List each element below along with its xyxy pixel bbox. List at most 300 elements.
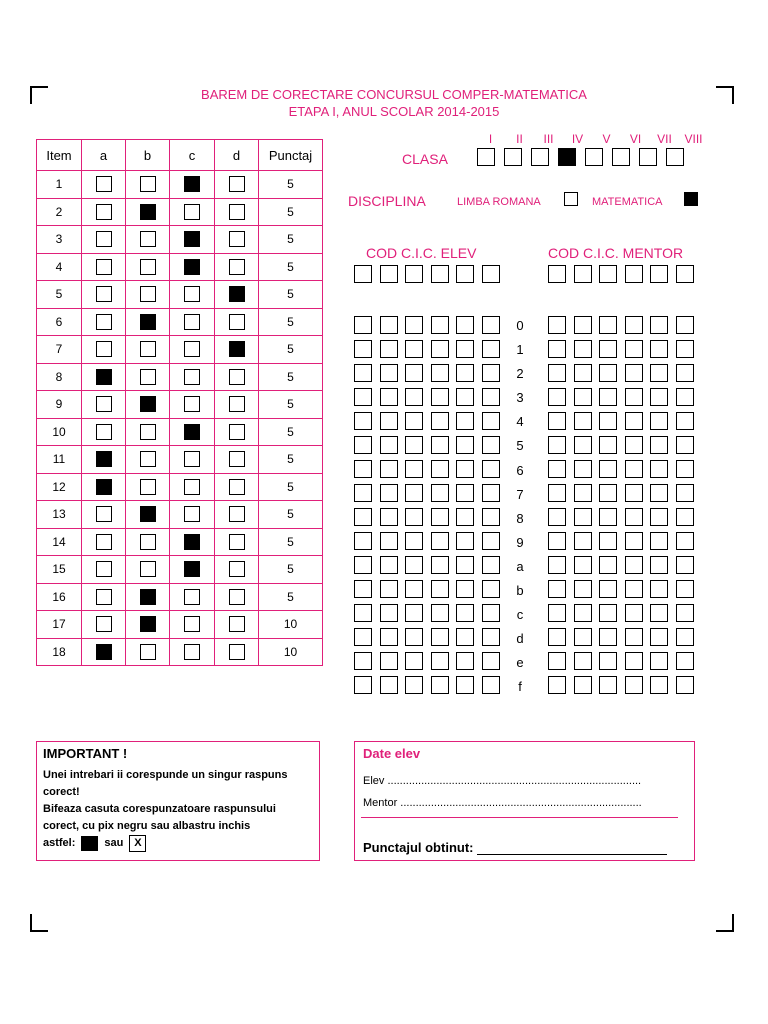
cod-mentor-bubble[interactable]	[625, 484, 643, 502]
clasa-checkbox[interactable]	[504, 148, 522, 166]
cod-elev-bubble[interactable]	[405, 388, 423, 406]
answer-checkbox-a[interactable]	[96, 204, 112, 220]
table-row	[37, 171, 323, 199]
answer-checkbox-d[interactable]	[229, 231, 245, 247]
answer-checkbox-d[interactable]	[229, 176, 245, 192]
cod-elev-bubble[interactable]	[456, 652, 474, 670]
cod-mentor-bubble[interactable]	[599, 604, 617, 622]
cod-elev-bubble[interactable]	[405, 316, 423, 334]
cod-mentor-bubble[interactable]	[574, 364, 592, 382]
answer-checkbox-a[interactable]	[96, 369, 112, 385]
cod-elev-bubble[interactable]	[354, 316, 372, 334]
item-number: 3	[37, 226, 82, 254]
cod-mentor-bubble[interactable]	[625, 676, 643, 694]
elev-field[interactable]: Elev ...................................................................................	[363, 775, 642, 787]
cod-mentor-bubble[interactable]	[676, 628, 694, 646]
answer-checkbox-a[interactable]	[96, 479, 112, 495]
answer-checkbox-d[interactable]	[229, 259, 245, 275]
answer-cell-c	[170, 391, 215, 419]
cod-mentor-bubble[interactable]	[650, 556, 668, 574]
cod-mentor-bubble[interactable]	[625, 388, 643, 406]
answer-checkbox-c[interactable]	[184, 644, 200, 660]
cod-elev-bubble[interactable]	[380, 628, 398, 646]
disciplina-matematica-checkbox[interactable]	[684, 192, 698, 206]
cod-mentor-bubble[interactable]	[574, 340, 592, 358]
cod-elev-bubble[interactable]	[380, 316, 398, 334]
cod-elev-bubble[interactable]	[405, 628, 423, 646]
cod-mentor-bubble[interactable]	[625, 628, 643, 646]
answer-checkbox-a[interactable]	[96, 396, 112, 412]
cod-elev-bubble[interactable]	[482, 628, 500, 646]
answer-checkbox-b[interactable]	[140, 644, 156, 660]
cod-elev-bubble[interactable]	[431, 676, 449, 694]
clasa-checkbox[interactable]	[585, 148, 603, 166]
answer-checkbox-b[interactable]	[140, 341, 156, 357]
cod-elev-bubble[interactable]	[431, 364, 449, 382]
cod-elev-bubble[interactable]	[380, 532, 398, 550]
cod-mentor-bubble[interactable]	[676, 364, 694, 382]
answer-checkbox-c[interactable]	[184, 286, 200, 302]
cod-mentor-bubble[interactable]	[574, 484, 592, 502]
cod-elev-bubble[interactable]	[456, 412, 474, 430]
answer-checkbox-b[interactable]	[140, 369, 156, 385]
cod-elev-bubble[interactable]	[380, 460, 398, 478]
cod-elev-bubble[interactable]	[482, 676, 500, 694]
answer-checkbox-b[interactable]	[140, 204, 156, 220]
answer-checkbox-d[interactable]	[229, 286, 245, 302]
cod-elev-bubble[interactable]	[431, 484, 449, 502]
cod-mentor-bubble[interactable]	[599, 364, 617, 382]
cod-mentor-bubble[interactable]	[574, 436, 592, 454]
cod-elev-bubble[interactable]	[482, 508, 500, 526]
cod-elev-bubble[interactable]	[405, 652, 423, 670]
answer-cell-b	[126, 281, 170, 309]
cod-elev-bubble[interactable]	[380, 412, 398, 430]
cod-elev-bubble[interactable]	[431, 604, 449, 622]
cod-elev-bubble[interactable]	[456, 556, 474, 574]
cod-mentor-bubble[interactable]	[574, 676, 592, 694]
cod-elev-bubble[interactable]	[431, 556, 449, 574]
cod-elev-bubble[interactable]	[405, 364, 423, 382]
cod-mentor-bubble[interactable]	[650, 340, 668, 358]
cod-mentor-bubble[interactable]	[548, 460, 566, 478]
answer-checkbox-d[interactable]	[229, 204, 245, 220]
cod-mentor-entry-box[interactable]	[650, 265, 668, 283]
cod-elev-bubble[interactable]	[482, 412, 500, 430]
cod-mentor-bubble[interactable]	[548, 676, 566, 694]
cod-mentor-bubble[interactable]	[676, 388, 694, 406]
cod-elev-bubble[interactable]	[431, 388, 449, 406]
cod-mentor-bubble[interactable]	[650, 412, 668, 430]
cod-mentor-bubble[interactable]	[548, 316, 566, 334]
cod-elev-bubble[interactable]	[405, 532, 423, 550]
answer-checkbox-c[interactable]	[184, 616, 200, 632]
cod-mentor-bubble[interactable]	[548, 580, 566, 598]
cod-mentor-bubble[interactable]	[625, 556, 643, 574]
cod-elev-bubble[interactable]	[456, 340, 474, 358]
answer-checkbox-d[interactable]	[229, 479, 245, 495]
cod-elev-bubble[interactable]	[354, 652, 372, 670]
cod-elev-bubble[interactable]	[354, 508, 372, 526]
cod-elev-entry-box[interactable]	[456, 265, 474, 283]
cod-mentor-bubble[interactable]	[650, 580, 668, 598]
cod-mentor-bubble[interactable]	[650, 652, 668, 670]
cod-elev-bubble[interactable]	[482, 484, 500, 502]
cod-mentor-bubble[interactable]	[599, 436, 617, 454]
cod-mentor-bubble[interactable]	[548, 484, 566, 502]
answer-checkbox-a[interactable]	[96, 561, 112, 577]
answer-checkbox-b[interactable]	[140, 176, 156, 192]
clasa-level-labels	[476, 132, 708, 146]
answer-checkbox-d[interactable]	[229, 644, 245, 660]
cod-elev-bubble[interactable]	[482, 340, 500, 358]
answer-checkbox-d[interactable]	[229, 506, 245, 522]
answer-checkbox-a[interactable]	[96, 616, 112, 632]
answer-checkbox-c[interactable]	[184, 231, 200, 247]
cod-elev-bubble[interactable]	[405, 340, 423, 358]
cod-mentor-bubble[interactable]	[574, 508, 592, 526]
cod-mentor-bubble[interactable]	[625, 364, 643, 382]
cod-mentor-bubble[interactable]	[625, 508, 643, 526]
answer-checkbox-b[interactable]	[140, 231, 156, 247]
clasa-checkbox[interactable]	[477, 148, 495, 166]
answer-checkbox-c[interactable]	[184, 341, 200, 357]
cod-elev-bubble[interactable]	[482, 364, 500, 382]
cod-elev-bubble[interactable]	[482, 460, 500, 478]
cod-elev-bubble[interactable]	[456, 364, 474, 382]
cod-elev-bubble[interactable]	[431, 628, 449, 646]
cod-elev-bubble[interactable]	[405, 580, 423, 598]
cod-mentor-bubble[interactable]	[599, 508, 617, 526]
cod-elev-bubble[interactable]	[456, 676, 474, 694]
cod-mentor-bubble[interactable]	[650, 460, 668, 478]
answer-checkbox-d[interactable]	[229, 561, 245, 577]
cod-mentor-bubble[interactable]	[625, 460, 643, 478]
cod-elev-bubble[interactable]	[354, 340, 372, 358]
clasa-checkbox[interactable]	[666, 148, 684, 166]
cod-elev-bubble[interactable]	[431, 532, 449, 550]
cod-elev-bubble[interactable]	[405, 412, 423, 430]
answer-checkbox-d[interactable]	[229, 341, 245, 357]
cod-elev-bubble[interactable]	[431, 652, 449, 670]
cod-mentor-bubble[interactable]	[599, 460, 617, 478]
cod-mentor-bubble[interactable]	[650, 364, 668, 382]
cod-elev-bubble[interactable]	[354, 556, 372, 574]
punctaj-field[interactable]	[477, 854, 667, 855]
cod-elev-bubble[interactable]	[354, 412, 372, 430]
cod-mentor-bubble[interactable]	[599, 580, 617, 598]
cod-elev-entry-box[interactable]	[380, 265, 398, 283]
cod-mentor-bubble[interactable]	[650, 628, 668, 646]
cod-elev-bubble[interactable]	[456, 460, 474, 478]
answer-checkbox-b[interactable]	[140, 286, 156, 302]
answer-checkbox-c[interactable]	[184, 534, 200, 550]
answer-checkbox-b[interactable]	[140, 534, 156, 550]
cod-elev-bubble[interactable]	[380, 340, 398, 358]
cod-mentor-bubble[interactable]	[676, 340, 694, 358]
cod-mentor-bubble[interactable]	[650, 484, 668, 502]
cod-mentor-bubble[interactable]	[548, 532, 566, 550]
cod-mentor-bubble[interactable]	[574, 604, 592, 622]
cod-elev-bubble[interactable]	[456, 484, 474, 502]
answer-checkbox-b[interactable]	[140, 589, 156, 605]
cod-mentor-bubble[interactable]	[625, 316, 643, 334]
cod-elev-bubble[interactable]	[431, 316, 449, 334]
cod-mentor-bubble[interactable]	[548, 556, 566, 574]
cod-elev-bubble[interactable]	[354, 460, 372, 478]
cod-elev-bubble[interactable]	[405, 676, 423, 694]
cod-elev-bubble[interactable]	[405, 508, 423, 526]
clasa-checkbox[interactable]	[558, 148, 576, 166]
cod-mentor-bubble[interactable]	[599, 340, 617, 358]
corner-mark-bottom-right	[716, 914, 734, 932]
cod-mentor-bubble[interactable]	[676, 508, 694, 526]
cod-elev-bubble[interactable]	[354, 388, 372, 406]
clasa-checkbox[interactable]	[639, 148, 657, 166]
answer-cell-a	[82, 501, 126, 529]
cod-elev-bubble[interactable]	[354, 364, 372, 382]
answer-checkbox-c[interactable]	[184, 424, 200, 440]
cod-mentor-bubble[interactable]	[548, 364, 566, 382]
answer-checkbox-d[interactable]	[229, 589, 245, 605]
cod-mentor-bubble[interactable]	[599, 484, 617, 502]
cod-elev-bubble[interactable]	[482, 388, 500, 406]
cod-elev-bubble[interactable]	[482, 436, 500, 454]
cod-elev-entry-box[interactable]	[354, 265, 372, 283]
answer-checkbox-a[interactable]	[96, 314, 112, 330]
cod-mentor-bubble[interactable]	[676, 532, 694, 550]
answer-checkbox-b[interactable]	[140, 396, 156, 412]
cod-mentor-bubble[interactable]	[676, 460, 694, 478]
cod-elev-bubble[interactable]	[482, 316, 500, 334]
cod-elev-bubble[interactable]	[431, 436, 449, 454]
cod-elev-bubble[interactable]	[380, 580, 398, 598]
answer-checkbox-c[interactable]	[184, 204, 200, 220]
cod-elev-bubble[interactable]	[456, 436, 474, 454]
clasa-checkbox[interactable]	[612, 148, 630, 166]
table-row	[37, 528, 323, 556]
clasa-level-label: I	[488, 132, 493, 146]
cod-mentor-bubble[interactable]	[650, 436, 668, 454]
answer-checkbox-a[interactable]	[96, 451, 112, 467]
cod-mentor-bubble[interactable]	[650, 316, 668, 334]
cod-mentor-bubble[interactable]	[676, 556, 694, 574]
answer-checkbox-d[interactable]	[229, 314, 245, 330]
cod-elev-bubble[interactable]	[405, 604, 423, 622]
cod-mentor-bubble[interactable]	[574, 388, 592, 406]
cod-mentor-bubble[interactable]	[574, 316, 592, 334]
cod-elev-bubble[interactable]	[380, 388, 398, 406]
cod-mentor-bubble[interactable]	[574, 460, 592, 478]
cod-mentor-bubble[interactable]	[625, 604, 643, 622]
answer-checkbox-c[interactable]	[184, 561, 200, 577]
cod-elev-bubble[interactable]	[456, 604, 474, 622]
cod-elev-bubble[interactable]	[431, 340, 449, 358]
cod-mentor-bubble[interactable]	[574, 412, 592, 430]
cod-mentor-bubble[interactable]	[574, 532, 592, 550]
cod-elev-bubble[interactable]	[456, 316, 474, 334]
cod-elev-bubble[interactable]	[456, 508, 474, 526]
cod-mentor-bubble[interactable]	[599, 676, 617, 694]
answer-checkbox-b[interactable]	[140, 451, 156, 467]
cod-mentor-bubble[interactable]	[574, 628, 592, 646]
answer-checkbox-b[interactable]	[140, 314, 156, 330]
cod-mentor-bubble[interactable]	[676, 676, 694, 694]
answer-checkbox-b[interactable]	[140, 259, 156, 275]
cod-mentor-bubble[interactable]	[650, 532, 668, 550]
cod-elev-bubble[interactable]	[380, 508, 398, 526]
cod-mentor-bubble[interactable]	[548, 388, 566, 406]
answer-checkbox-b[interactable]	[140, 506, 156, 522]
cod-mentor-bubble[interactable]	[676, 604, 694, 622]
cod-mentor-bubble[interactable]	[548, 652, 566, 670]
cod-mentor-bubble[interactable]	[625, 340, 643, 358]
cod-mentor-bubble[interactable]	[548, 628, 566, 646]
cod-elev-bubble[interactable]	[380, 364, 398, 382]
answer-checkbox-c[interactable]	[184, 369, 200, 385]
answer-checkbox-a[interactable]	[96, 644, 112, 660]
answer-checkbox-d[interactable]	[229, 369, 245, 385]
cod-elev-bubble[interactable]	[431, 460, 449, 478]
answer-checkbox-a[interactable]	[96, 286, 112, 302]
answer-checkbox-b[interactable]	[140, 616, 156, 632]
cod-elev-bubble[interactable]	[354, 532, 372, 550]
cod-mentor-bubble[interactable]	[574, 580, 592, 598]
answer-checkbox-b[interactable]	[140, 424, 156, 440]
cod-mentor-entry-box[interactable]	[676, 265, 694, 283]
answer-checkbox-b[interactable]	[140, 561, 156, 577]
cod-elev-bubble[interactable]	[431, 508, 449, 526]
cod-elev-entry-box[interactable]	[482, 265, 500, 283]
cod-elev-entry-box[interactable]	[431, 265, 449, 283]
cod-elev-bubble[interactable]	[431, 412, 449, 430]
cod-mentor-bubble[interactable]	[574, 652, 592, 670]
answer-checkbox-c[interactable]	[184, 589, 200, 605]
answer-checkbox-a[interactable]	[96, 424, 112, 440]
cod-mentor-bubble[interactable]	[676, 580, 694, 598]
mentor-field[interactable]: Mentor ...............................................................................	[363, 797, 642, 809]
cod-elev-bubble[interactable]	[354, 484, 372, 502]
cod-mentor-entry-box[interactable]	[548, 265, 566, 283]
cod-elev-bubble[interactable]	[456, 580, 474, 598]
answer-checkbox-d[interactable]	[229, 396, 245, 412]
cod-mentor-bubble[interactable]	[548, 436, 566, 454]
cod-elev-bubble[interactable]	[482, 652, 500, 670]
answer-checkbox-a[interactable]	[96, 506, 112, 522]
answer-checkbox-b[interactable]	[140, 479, 156, 495]
cod-mentor-entry-box[interactable]	[599, 265, 617, 283]
cod-mentor-bubble[interactable]	[650, 676, 668, 694]
cod-elev-bubble[interactable]	[354, 628, 372, 646]
answer-checkbox-d[interactable]	[229, 534, 245, 550]
cod-elev-bubble[interactable]	[354, 676, 372, 694]
cod-mentor-bubble[interactable]	[625, 532, 643, 550]
cod-elev-bubble[interactable]	[354, 580, 372, 598]
answer-checkbox-a[interactable]	[96, 341, 112, 357]
cod-mentor-bubble[interactable]	[599, 388, 617, 406]
cod-mentor-bubble[interactable]	[650, 388, 668, 406]
cod-elev-bubble[interactable]	[380, 556, 398, 574]
cod-elev-bubble[interactable]	[380, 484, 398, 502]
answer-checkbox-c[interactable]	[184, 176, 200, 192]
cod-mentor-bubble[interactable]	[548, 508, 566, 526]
cod-elev-bubble[interactable]	[456, 628, 474, 646]
clasa-checkbox[interactable]	[531, 148, 549, 166]
answer-checkbox-a[interactable]	[96, 176, 112, 192]
cod-elev-bubble[interactable]	[482, 556, 500, 574]
cod-mentor-bubble[interactable]	[676, 316, 694, 334]
cod-mentor-bubble[interactable]	[548, 340, 566, 358]
cod-mentor-bubble[interactable]	[676, 484, 694, 502]
answer-checkbox-d[interactable]	[229, 424, 245, 440]
cod-elev-bubble[interactable]	[431, 580, 449, 598]
cod-elev-bubble[interactable]	[456, 388, 474, 406]
answer-checkbox-d[interactable]	[229, 616, 245, 632]
cod-elev-bubble[interactable]	[354, 436, 372, 454]
cod-mentor-bubble[interactable]	[676, 436, 694, 454]
cod-elev-bubble[interactable]	[405, 460, 423, 478]
answer-cell-a	[82, 281, 126, 309]
cod-elev-entry-box[interactable]	[405, 265, 423, 283]
cod-elev-bubble[interactable]	[380, 652, 398, 670]
cod-mentor-bubble[interactable]	[574, 556, 592, 574]
answer-cell-a	[82, 528, 126, 556]
cod-mentor-bubble[interactable]	[625, 580, 643, 598]
cod-mentor-bubble[interactable]	[599, 628, 617, 646]
answer-checkbox-a[interactable]	[96, 589, 112, 605]
cod-mentor-bubble[interactable]	[548, 412, 566, 430]
cod-mentor-bubble[interactable]	[599, 532, 617, 550]
cod-mentor-bubble[interactable]	[625, 412, 643, 430]
cod-mentor-bubble[interactable]	[625, 652, 643, 670]
cod-mentor-bubble[interactable]	[548, 604, 566, 622]
cod-mentor-bubble[interactable]	[676, 412, 694, 430]
answer-checkbox-a[interactable]	[96, 231, 112, 247]
disciplina-romana-checkbox[interactable]	[564, 192, 578, 206]
cod-mentor-bubble[interactable]	[676, 652, 694, 670]
cod-elev-bubble[interactable]	[482, 580, 500, 598]
answer-checkbox-a[interactable]	[96, 259, 112, 275]
cod-elev-bubble[interactable]	[405, 484, 423, 502]
cod-elev-bubble[interactable]	[482, 532, 500, 550]
answer-checkbox-d[interactable]	[229, 451, 245, 467]
cod-mentor-bubble[interactable]	[599, 652, 617, 670]
answer-checkbox-c[interactable]	[184, 314, 200, 330]
cod-mentor-entry-box[interactable]	[574, 265, 592, 283]
cod-mentor-bubble[interactable]	[599, 556, 617, 574]
answer-checkbox-c[interactable]	[184, 396, 200, 412]
answer-checkbox-c[interactable]	[184, 451, 200, 467]
cod-elev-bubble[interactable]	[482, 604, 500, 622]
cod-mentor-entry-box[interactable]	[625, 265, 643, 283]
cod-mentor-bubble[interactable]	[625, 436, 643, 454]
cod-elev-bubble[interactable]	[380, 604, 398, 622]
cod-mentor-bubble[interactable]	[650, 604, 668, 622]
answer-checkbox-c[interactable]	[184, 259, 200, 275]
cod-elev-bubble[interactable]	[405, 436, 423, 454]
answer-checkbox-c[interactable]	[184, 506, 200, 522]
cod-elev-bubble[interactable]	[405, 556, 423, 574]
cod-mentor-bubble[interactable]	[599, 412, 617, 430]
cod-mentor-bubble[interactable]	[650, 508, 668, 526]
answer-checkbox-a[interactable]	[96, 534, 112, 550]
cod-elev-bubble[interactable]	[380, 436, 398, 454]
cod-mentor-bubble[interactable]	[599, 316, 617, 334]
cod-elev-bubble[interactable]	[354, 604, 372, 622]
cod-elev-bubble[interactable]	[456, 532, 474, 550]
answer-checkbox-c[interactable]	[184, 479, 200, 495]
cod-elev-bubble[interactable]	[380, 676, 398, 694]
